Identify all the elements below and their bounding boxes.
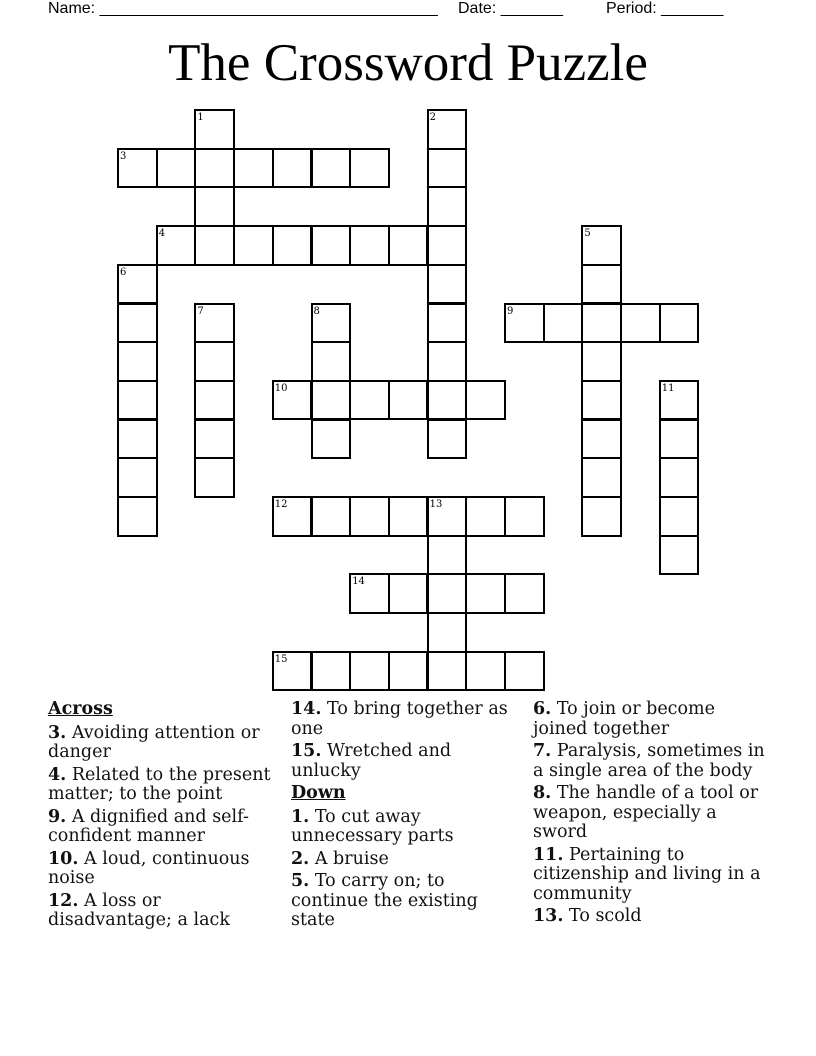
clue-across-4: 4. Related to the present matter; to the point bbox=[48, 764, 271, 804]
clue-down-6: 6. To join or become joined together bbox=[533, 699, 715, 739]
grid-cell[interactable] bbox=[349, 651, 390, 692]
grid-cell[interactable] bbox=[581, 496, 622, 537]
grid-cell[interactable] bbox=[194, 341, 235, 382]
grid-cell[interactable] bbox=[388, 496, 429, 537]
grid-cell[interactable] bbox=[272, 380, 313, 421]
clue-across-10: 10. A loud, continuous noise bbox=[48, 848, 250, 888]
clue-number: 15 bbox=[274, 653, 288, 665]
clue-down-5: 5. To carry on; to continue the existing state bbox=[291, 871, 478, 930]
grid-cell[interactable] bbox=[427, 186, 468, 227]
grid-cell[interactable] bbox=[194, 303, 235, 344]
grid-cell[interactable] bbox=[427, 109, 468, 150]
clue-number: 9 bbox=[507, 305, 514, 317]
grid-cell[interactable] bbox=[581, 264, 622, 305]
grid-cell[interactable] bbox=[659, 380, 700, 421]
grid-cell[interactable] bbox=[117, 264, 158, 305]
name-field[interactable]: Name: ______________________________________ bbox=[48, 0, 438, 17]
clue-number: 11 bbox=[661, 382, 675, 394]
grid-cell[interactable] bbox=[388, 573, 429, 614]
clue-number: 10 bbox=[274, 382, 288, 394]
grid-cell[interactable] bbox=[427, 264, 468, 305]
grid-cell[interactable] bbox=[156, 148, 197, 189]
clue-number: 12 bbox=[274, 499, 288, 510]
grid-cell[interactable] bbox=[543, 303, 584, 344]
grid-cell[interactable] bbox=[388, 651, 429, 692]
grid-cell[interactable] bbox=[311, 651, 352, 692]
grid-cell[interactable] bbox=[427, 535, 468, 576]
grid-cell[interactable] bbox=[311, 380, 352, 421]
grid-cell[interactable] bbox=[272, 651, 313, 692]
grid-cell[interactable] bbox=[156, 225, 197, 266]
grid-cell[interactable] bbox=[427, 612, 468, 653]
grid-cell[interactable] bbox=[427, 341, 468, 382]
grid-cell[interactable] bbox=[581, 225, 622, 266]
grid-cell[interactable] bbox=[427, 496, 468, 537]
grid-cell[interactable] bbox=[272, 225, 313, 266]
grid-cell[interactable] bbox=[388, 225, 429, 266]
across-heading: Across bbox=[48, 699, 113, 719]
clue-across-3: 3. Avoiding attention or danger bbox=[48, 722, 260, 762]
grid-cell[interactable] bbox=[427, 148, 468, 189]
grid-cell[interactable] bbox=[659, 419, 700, 460]
clue-down-11: 11. Pertaining to citizenship and living in a community bbox=[533, 844, 761, 904]
grid-cell[interactable] bbox=[581, 303, 622, 344]
clue-number: 7 bbox=[197, 305, 204, 317]
grid-cell[interactable] bbox=[194, 457, 235, 498]
clue-down-13: 13. To scold bbox=[533, 906, 642, 926]
clue-number: 4 bbox=[158, 228, 166, 240]
grid-cell[interactable] bbox=[581, 457, 622, 498]
grid-cell[interactable] bbox=[659, 535, 700, 576]
clue-across-14: 14. To bring together as one bbox=[291, 699, 508, 739]
grid-cell[interactable] bbox=[659, 303, 700, 344]
grid-cell[interactable] bbox=[117, 148, 158, 189]
grid-cell[interactable] bbox=[349, 380, 390, 421]
clue-number: 14 bbox=[352, 576, 365, 588]
grid-cell[interactable] bbox=[581, 419, 622, 460]
grid-cell[interactable] bbox=[659, 496, 700, 537]
grid-cell[interactable] bbox=[117, 341, 158, 382]
grid-cell[interactable] bbox=[388, 380, 429, 421]
grid-cell[interactable] bbox=[194, 148, 235, 189]
grid-cell[interactable] bbox=[272, 496, 313, 537]
clue-down-1: 1. To cut away unnecessary parts bbox=[291, 806, 454, 846]
clue-down-2: 2. A bruise bbox=[291, 848, 389, 869]
clue-down-7: 7. Paralysis, sometimes in a single area of the body bbox=[533, 741, 765, 781]
grid-cell[interactable] bbox=[349, 573, 390, 614]
date-field[interactable]: Date: _______ bbox=[458, 0, 563, 17]
grid-cell[interactable] bbox=[349, 225, 390, 266]
page-title: The Crossword Puzzle bbox=[168, 34, 648, 92]
clue-number: 8 bbox=[313, 305, 320, 317]
grid-cell[interactable] bbox=[117, 380, 158, 421]
grid-cell[interactable] bbox=[427, 573, 468, 614]
clue-number: 3 bbox=[120, 150, 127, 162]
clue-across-15: 15. Wretched and unlucky bbox=[291, 741, 452, 781]
grid-cell[interactable] bbox=[117, 419, 158, 460]
grid-cell[interactable] bbox=[272, 148, 313, 189]
grid-cell[interactable] bbox=[504, 651, 545, 692]
clue-number: 13 bbox=[429, 499, 443, 510]
grid-cell[interactable] bbox=[427, 225, 468, 266]
grid-cell[interactable] bbox=[311, 496, 352, 537]
grid-cell[interactable] bbox=[659, 457, 700, 498]
grid-cell[interactable] bbox=[581, 341, 622, 382]
grid-cell[interactable] bbox=[194, 109, 235, 150]
clue-down-8: 8. The handle of a tool or weapon, especially a sword bbox=[533, 783, 759, 842]
grid-cell[interactable] bbox=[504, 573, 545, 614]
clue-number: 6 bbox=[120, 266, 127, 278]
grid-cell[interactable] bbox=[117, 496, 158, 537]
grid-cell[interactable] bbox=[504, 303, 545, 344]
clue-column-3 bbox=[533, 700, 773, 930]
grid-cell[interactable] bbox=[233, 148, 274, 189]
grid-cell[interactable] bbox=[194, 419, 235, 460]
grid-cell[interactable] bbox=[194, 186, 235, 227]
clue-across-12: 12. A loss or disadvantage; a lack bbox=[48, 890, 230, 930]
grid-cell[interactable] bbox=[427, 651, 468, 692]
grid-cell[interactable] bbox=[581, 380, 622, 421]
grid-cell[interactable] bbox=[311, 419, 352, 460]
grid-cell[interactable] bbox=[465, 496, 506, 537]
clue-number: 5 bbox=[584, 228, 591, 240]
grid-cell[interactable] bbox=[117, 457, 158, 498]
grid-cell[interactable] bbox=[620, 303, 661, 344]
grid-cell[interactable] bbox=[233, 225, 274, 266]
grid-cell[interactable] bbox=[465, 380, 506, 421]
clue-number: 1 bbox=[197, 112, 204, 123]
period-field[interactable]: Period: _______ bbox=[606, 0, 724, 17]
grid-cell[interactable] bbox=[194, 225, 235, 266]
clue-across-9: 9. A dignified and self-confident manner bbox=[48, 806, 249, 846]
grid-cell[interactable] bbox=[311, 225, 352, 266]
grid-cell[interactable] bbox=[311, 303, 352, 344]
clue-column-1 bbox=[48, 700, 280, 934]
grid-cell[interactable] bbox=[311, 148, 352, 189]
grid-cell[interactable] bbox=[427, 419, 468, 460]
clue-number: 2 bbox=[429, 112, 436, 123]
down-heading: Down bbox=[291, 783, 346, 803]
grid-cell[interactable] bbox=[427, 303, 468, 344]
grid-cell[interactable] bbox=[349, 496, 390, 537]
grid-cell[interactable] bbox=[465, 573, 506, 614]
grid-cell[interactable] bbox=[349, 148, 390, 189]
grid-cell[interactable] bbox=[504, 496, 545, 537]
grid-cell[interactable] bbox=[465, 651, 506, 692]
grid-cell[interactable] bbox=[194, 380, 235, 421]
grid-cell[interactable] bbox=[427, 380, 468, 421]
grid-cell[interactable] bbox=[311, 341, 352, 382]
clue-column-2 bbox=[291, 700, 523, 934]
grid-cell[interactable] bbox=[117, 303, 158, 344]
